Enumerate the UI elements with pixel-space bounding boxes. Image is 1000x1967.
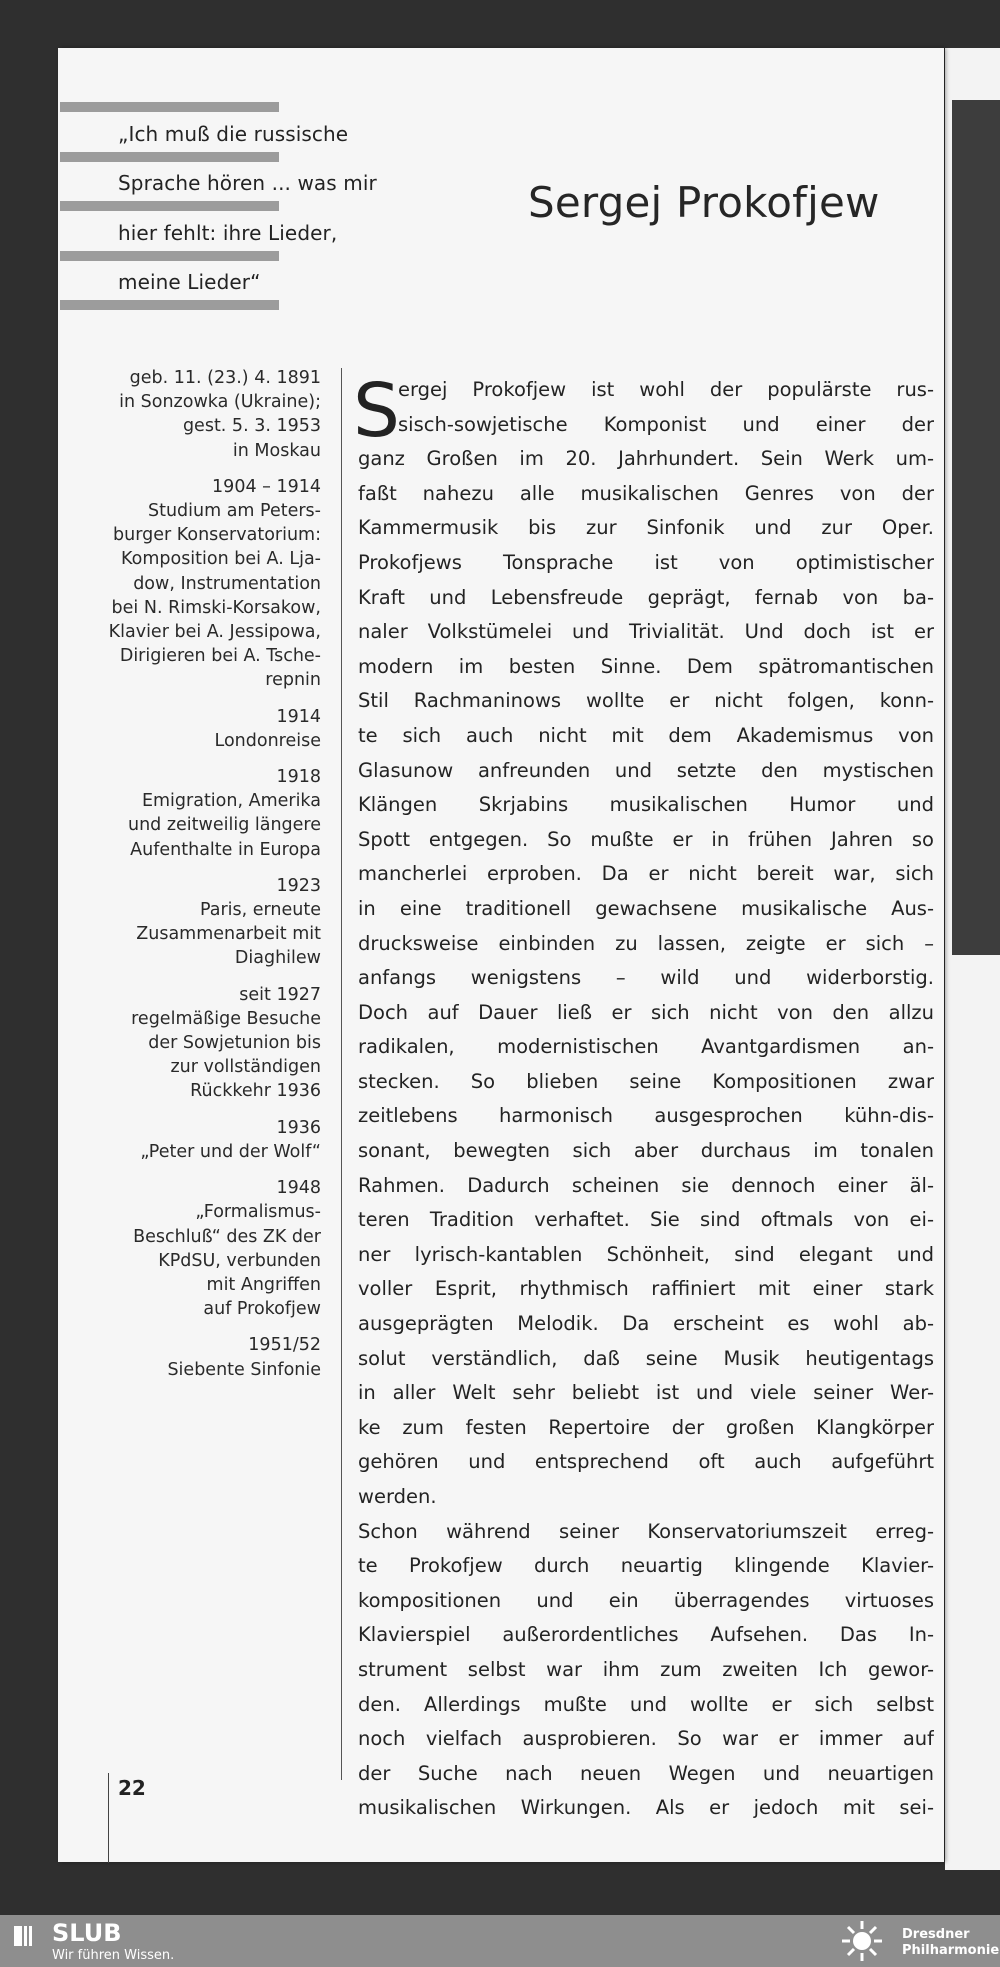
timeline-text: Komposition bei A. Lja- <box>121 549 321 570</box>
body-line: ausgeprägten Melodik. Da erscheint es wohl ab- <box>358 1312 934 1336</box>
body-line: strument selbst war ihm zum zweiten Ich gewor- <box>358 1657 934 1681</box>
slub-logo-text: SLUB <box>52 1919 122 1947</box>
body-line: in aller Welt sehr beliebt ist und viele seiner Wer- <box>358 1381 934 1405</box>
quote-line: meine Lieder“ <box>118 270 261 294</box>
quote-bar <box>60 251 279 261</box>
timeline-text: mit Angriffen <box>206 1274 321 1295</box>
timeline-text: Siebente Sinfonie <box>167 1359 321 1380</box>
body-line: sisch-sowjetische Komponist und einer der <box>398 412 934 436</box>
body-line: te sich auch nicht mit dem Akademismus von <box>358 723 934 747</box>
body-line: Spott entgegen. So mußte er in frühen Jahren so <box>358 827 934 851</box>
facing-page-dark-band <box>952 100 1000 955</box>
footer-bar <box>0 1915 1000 1967</box>
page-number-rule <box>108 1773 109 1863</box>
body-line: te Prokofjew durch neuartig klingende Klavier- <box>358 1554 934 1578</box>
quote-bar <box>60 152 279 162</box>
timeline-text: Zusammenarbeit mit <box>136 924 321 945</box>
timeline-text: Dirigieren bei A. Tsche- <box>119 646 321 667</box>
quote-bar <box>60 300 279 310</box>
timeline-gap <box>88 971 321 983</box>
timeline-date: seit 1927 <box>239 984 321 1005</box>
body-line: anfangs wenigstens – wild und widerborstig. <box>358 966 934 990</box>
quote-line: Sprache hören ... was mir <box>118 171 377 195</box>
body-line: der Suche nach neuen Wegen und neuartigen <box>358 1761 934 1785</box>
timeline-gap <box>88 753 321 765</box>
book-icon <box>12 1923 38 1949</box>
timeline-text: in Sonzowka (Ukraine); <box>119 392 321 413</box>
timeline-gap <box>88 693 321 705</box>
timeline-text: „Formalismus- <box>195 1202 321 1223</box>
document-page <box>58 48 944 1862</box>
body-line: voller Esprit, rhythmisch raffiniert mit einer stark <box>358 1277 934 1301</box>
body-line: Doch auf Dauer ließ er sich nicht von den allzu <box>358 1000 934 1024</box>
timeline-text: regelmäßige Besuche <box>131 1008 321 1029</box>
timeline-text: Diaghilew <box>234 948 321 969</box>
body-line: teren Tradition verhaftet. Sie sind oftmals von ei- <box>358 1208 934 1232</box>
timeline-gap <box>88 463 321 475</box>
timeline-text: bei N. Rimski-Korsakow, <box>111 597 321 618</box>
timeline-text: der Sowjetunion bis <box>148 1033 321 1054</box>
body-line: modern im besten Sinne. Dem spätromantischen <box>358 654 934 678</box>
partner-name-line2: Philharmonie <box>902 1943 1000 1958</box>
timeline-text: in Moskau <box>232 440 321 461</box>
timeline-text: Paris, erneute <box>199 900 321 921</box>
body-line: Kammermusik bis zur Sinfonik und zur Oper. <box>358 516 934 540</box>
timeline-date: 1904 – 1914 <box>212 476 321 497</box>
biography-timeline <box>88 366 321 1382</box>
body-line: Stil Rachmaninows wollte er nicht folgen, konn- <box>358 689 934 713</box>
body-line: den. Allerdings mußte und wollte er sich selbst <box>358 1692 934 1716</box>
quote-bar <box>60 102 279 112</box>
timeline-text: Emigration, Amerika <box>141 791 321 812</box>
timeline-gap <box>88 1321 321 1333</box>
timeline-text: repnin <box>265 670 321 691</box>
timeline-text: gest. 5. 3. 1953 <box>182 416 321 437</box>
body-line: kompositionen und ein überragendes virtuoses <box>358 1588 934 1612</box>
body-line: Glasunow anfreunden und setzte den mystischen <box>358 758 934 782</box>
body-line: faßt nahezu alle musikalischen Genres von der <box>358 481 934 505</box>
article-title: Sergej Prokofjew <box>528 178 880 227</box>
timeline-text: „Peter und der Wolf“ <box>140 1141 321 1162</box>
timeline-date: 1951/52 <box>248 1335 321 1356</box>
timeline-gap <box>88 1104 321 1116</box>
timeline-text: dow, Instrumentation <box>133 573 321 594</box>
timeline-text: Beschluß“ des ZK der <box>133 1226 321 1247</box>
body-line: Klängen Skrjabins musikalischen Humor und <box>358 793 934 817</box>
timeline-text: burger Konservatorium: <box>113 525 321 546</box>
body-line: ganz Großen im 20. Jahrhundert. Sein Werk um- <box>358 447 934 471</box>
drop-cap: S <box>353 368 400 454</box>
timeline-text: KPdSU, verbunden <box>158 1250 321 1271</box>
quote-line: „Ich muß die russische <box>118 122 349 146</box>
body-line: Kraft und Lebensfreude geprägt, fernab von ba- <box>358 585 934 609</box>
body-line: radikalen, modernistischen Avantgardismen an- <box>358 1035 934 1059</box>
timeline-date: 1918 <box>276 767 321 788</box>
body-line: werden. <box>358 1485 437 1508</box>
timeline-text: Studium am Peters- <box>147 501 321 522</box>
body-line: drucksweise einbinden zu lassen, zeigte er sich – <box>358 931 934 955</box>
body-line: ke zum festen Repertoire der großen Klangkörper <box>358 1415 934 1439</box>
sun-logo-icon <box>840 1919 884 1963</box>
paragraph-opening <box>358 373 934 442</box>
quote-line: hier fehlt: ihre Lieder, <box>118 221 338 245</box>
timeline-text: und zeitweilig längere <box>128 815 321 836</box>
body-line: Schon während seiner Konservatoriumszeit erreg- <box>358 1519 934 1543</box>
body-line: gehören und entsprechend oft auch aufgeführt <box>358 1450 934 1474</box>
page-number: 22 <box>118 1776 146 1800</box>
body-line: Rahmen. Dadurch scheinen sie dennoch einer äl- <box>358 1173 934 1197</box>
body-line: ner lyrisch-kantablen Schönheit, sind elegant und <box>358 1242 934 1266</box>
body-line: in eine traditionell gewachsene musikalische Aus- <box>358 896 934 920</box>
paragraph-2 <box>358 1515 934 1826</box>
body-line: Klavierspiel außerordentliches Aufsehen. Das In- <box>358 1623 934 1647</box>
body-line: sonant, bewegten sich aber durchaus im tonalen <box>358 1139 934 1163</box>
body-line: stecken. So blieben seine Kompositionen zwar <box>358 1069 934 1093</box>
body-line: zeitlebens harmonisch ausgesprochen kühn-dis- <box>358 1104 934 1128</box>
timeline-date: 1914 <box>276 706 321 727</box>
timeline-text: auf Prokofjew <box>203 1299 321 1320</box>
paragraph-1 <box>358 442 934 1514</box>
timeline-text: zur vollständigen <box>170 1057 321 1078</box>
partner-name-line1: Dresdner <box>902 1927 970 1942</box>
timeline-date: 1948 <box>276 1178 321 1199</box>
timeline-text: Klavier bei A. Jessipowa, <box>108 622 321 643</box>
timeline-gap <box>88 862 321 874</box>
article-body <box>353 368 934 1826</box>
slub-tagline: Wir führen Wissen. <box>52 1948 175 1963</box>
body-line: naler Volkstümelei und Trivialität. Und doch ist er <box>358 620 934 644</box>
column-divider <box>341 368 342 1780</box>
timeline-date: 1923 <box>276 875 321 896</box>
timeline-text: Rückkehr 1936 <box>190 1081 321 1102</box>
timeline-text: Londonreise <box>214 730 321 751</box>
timeline-text: Aufenthalte in Europa <box>130 839 321 860</box>
body-line: noch vielfach ausprobieren. So war er immer auf <box>358 1727 934 1751</box>
timeline-gap <box>88 1164 321 1176</box>
timeline-date: geb. 11. (23.) 4. 1891 <box>129 368 321 388</box>
body-line: musikalischen Wirkungen. Als er jedoch mit sei- <box>358 1796 934 1820</box>
timeline-date: 1936 <box>276 1117 321 1138</box>
body-line: ergej Prokofjew ist wohl der populärste rus- <box>398 378 934 401</box>
body-line: Prokofjews Tonsprache ist von optimistischer <box>358 550 934 574</box>
body-line: solut verständlich, daß seine Musik heutigentags <box>358 1346 934 1370</box>
body-line: mancherlei erproben. Da er nicht bereit war, sich <box>358 862 934 886</box>
quote-bar <box>60 201 279 211</box>
